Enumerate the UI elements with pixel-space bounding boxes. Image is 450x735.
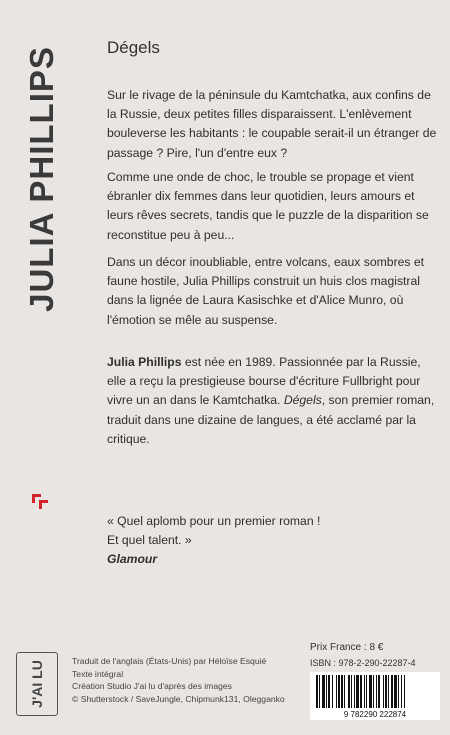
bio-text-2: , son premier roman, traduit dans une dizaine de langues, a été acclamé par la critique. [107,393,435,446]
bio-author-name: Julia Phillips [107,355,182,369]
isbn-label: ISBN : 978-2-290-22287-4 [310,658,416,668]
price-label: Prix France : 8 € [310,642,384,653]
author-vertical-text: JULIA PHILLIPS [23,46,60,312]
summary-paragraph-1: Sur le rivage de la péninsule du Kamtchatka, aux confins de la Russie, deux petites filles disparaissent. L'enlèvement bouleverse les habitants : le coupable serait-il un étranger de passage ? Pire, l'un d'entre eux ? [107,88,437,160]
credit-translation: Traduit de l'anglais (États-Unis) par Héloïse Esquié [72,656,267,666]
publisher-logo [16,652,58,716]
author-bio [107,353,437,449]
publisher-logo-text: J'AI LU [29,660,45,708]
barcode-bars [316,675,405,708]
press-quote [107,512,320,569]
book-title: Dégels [107,38,160,57]
summary-paragraph-3: Dans un décor inoubliable, entre volcans, eaux sombres et faune hostile, Julia Phillips construit un huis clos magistral dans la lignée de Laura Kasischke et d'Alice Munro, où l'émotion se mêle au suspense. [107,255,425,327]
barcode-number: 9 782290 222874 [343,710,407,719]
author-vertical [22,24,62,334]
summary-paragraph-2: Comme une onde de choc, le trouble se propage et vient ébranler dix femmes dans leur quotidien, leurs amours et leurs rêves secrets, tandis que le puzzle de la disparition se reconstitue peu à peu... [107,170,429,242]
credit-photos: © Shutterstock / SaveJungle, Chipmunk131, Olegganko [72,693,285,704]
credit-creation: Création Studio J'ai lu d'après des images [72,681,232,691]
bio-text-1: est née en 1989. Passionnée par la Russie, elle a reçu la prestigieuse bourse d'écriture Fullbright pour vivre un an dans le Kamtchatka. [107,355,421,408]
barcode [310,672,440,720]
credit-integral: Texte intégral [72,668,124,679]
credits-block [72,655,302,705]
quote-mark-icon [32,494,50,512]
quote-line-1: « Quel aplomb pour un premier roman ! [107,514,321,528]
bio-book-title: Dégels [283,393,322,408]
quote-line-2: Et quel talent. » [107,533,192,547]
quote-source: Glamour [107,552,158,566]
